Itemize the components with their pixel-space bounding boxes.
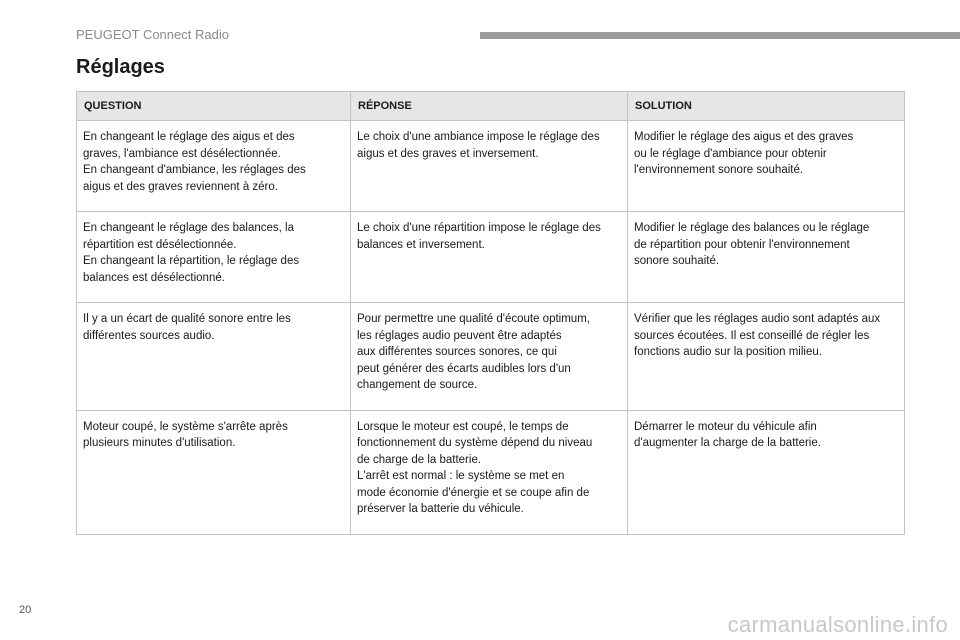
cell-line: En changeant d'ambiance, les réglages des <box>83 164 306 176</box>
cell-line: Le choix d'une répartition impose le réglage des <box>357 222 601 234</box>
cell-line: d'augmenter la charge de la batterie. <box>634 437 821 449</box>
solution-cell <box>628 303 905 411</box>
cell-line: sources écoutées. Il est conseillé de régler les <box>634 329 870 342</box>
cell-line: En changeant le réglage des aigus et des <box>83 131 295 143</box>
cell-line: de répartition pour obtenir l'environnement <box>634 238 850 251</box>
question-cell <box>77 410 351 534</box>
cell-line: Il y a un écart de qualité sonore entre les <box>83 313 291 325</box>
question-cell <box>77 212 351 303</box>
cell-line: Moteur coupé, le système s'arrête après <box>83 420 288 433</box>
cell-line: Le choix d'une ambiance impose le réglage des <box>357 131 600 143</box>
cell-line: répartition est désélectionnée. <box>83 238 237 251</box>
cell-line: Modifier le réglage des aigus et des graves <box>634 131 854 143</box>
solution-cell <box>628 121 905 212</box>
cell-line: mode économie d'énergie et se coupe afin de <box>357 486 590 499</box>
solution-cell <box>628 410 905 534</box>
cell-line: plusieurs minutes d'utilisation. <box>83 437 236 449</box>
watermark: carmanualsonline.info <box>727 612 948 637</box>
question-cell <box>77 121 351 212</box>
table-row <box>77 303 905 411</box>
header-solution: SOLUTION <box>628 92 905 121</box>
cell-line: aux différentes sources sonores, ce qui <box>357 346 557 358</box>
cell-line: peut générer des écarts audibles lors d'un <box>357 362 571 375</box>
table-row <box>77 212 905 303</box>
cell-line: balances et inversement. <box>357 238 485 251</box>
cell-line: Vérifier que les réglages audio sont adaptés aux <box>634 313 881 325</box>
header-answer: RÉPONSE <box>351 92 628 121</box>
cell-line: Modifier le réglage des balances ou le réglage <box>634 222 870 234</box>
cell-line: graves, l'ambiance est désélectionnée. <box>83 147 281 160</box>
table-row <box>77 121 905 212</box>
cell-line: fonctionnement du système dépend du niveau <box>357 437 593 449</box>
cell-line: fonctions audio sur la position milieu. <box>634 346 822 358</box>
cell-line: l'environnement sonore souhaité. <box>634 164 804 176</box>
cell-line: les réglages audio peuvent être adaptés <box>357 329 562 342</box>
cell-line: ou le réglage d'ambiance pour obtenir <box>634 147 827 160</box>
answer-cell <box>351 410 628 534</box>
page-title: Réglages <box>76 56 165 78</box>
brand-header: PEUGEOT Connect Radio <box>76 27 229 42</box>
table-row <box>77 410 905 534</box>
cell-line: aigus et des graves et inversement. <box>357 147 539 160</box>
cell-line: sonore souhaité. <box>634 255 720 267</box>
cell-line: En changeant la répartition, le réglage des <box>83 255 300 267</box>
header-bar <box>480 32 960 39</box>
cell-line: L'arrêt est normal : le système se met en <box>357 470 565 482</box>
question-cell <box>77 303 351 411</box>
header-question: QUESTION <box>77 92 351 121</box>
table-header-row <box>77 92 905 121</box>
cell-line: différentes sources audio. <box>83 329 215 342</box>
troubleshooting-table <box>76 91 905 535</box>
answer-cell <box>351 212 628 303</box>
answer-cell <box>351 303 628 411</box>
cell-line: En changeant le réglage des balances, la <box>83 222 294 234</box>
answer-cell <box>351 121 628 212</box>
cell-line: balances est désélectionné. <box>83 271 225 284</box>
cell-line: de charge de la batterie. <box>357 453 482 466</box>
cell-line: Démarrer le moteur du véhicule afin <box>634 420 817 433</box>
cell-line: préserver la batterie du véhicule. <box>357 503 524 515</box>
cell-line: Pour permettre une qualité d'écoute optimum, <box>357 313 590 325</box>
cell-line: aigus et des graves reviennent à zéro. <box>83 180 278 193</box>
solution-cell <box>628 212 905 303</box>
cell-line: changement de source. <box>357 379 478 391</box>
page-number: 20 <box>19 604 32 616</box>
cell-line: Lorsque le moteur est coupé, le temps de <box>357 420 569 433</box>
